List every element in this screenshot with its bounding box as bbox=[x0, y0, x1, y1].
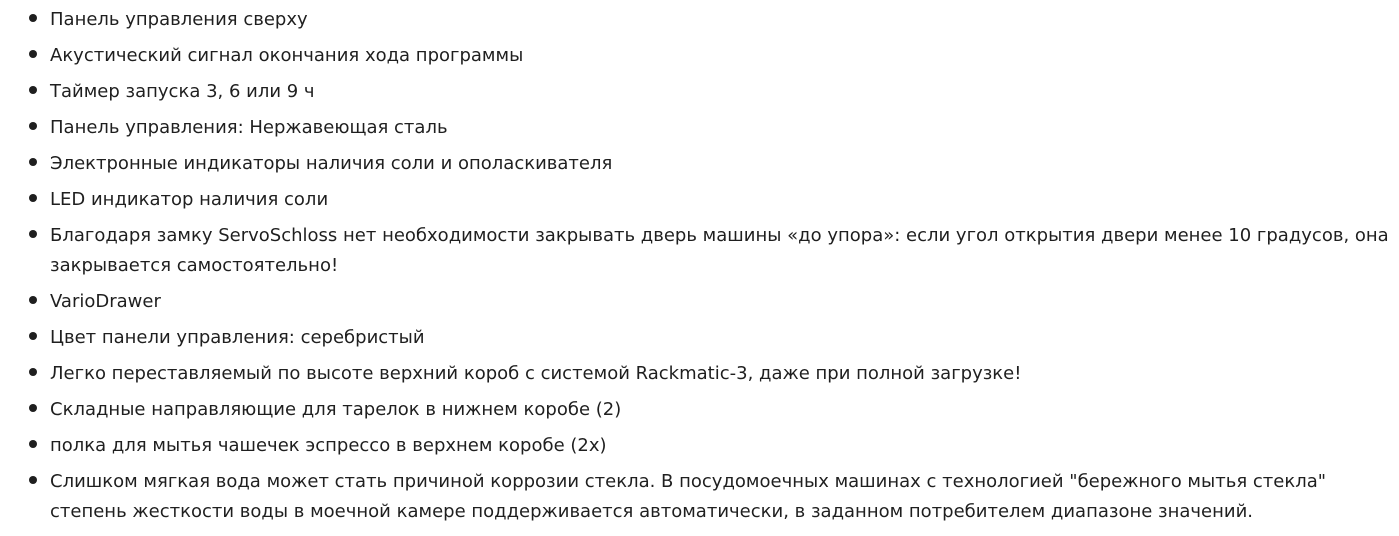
bullet-icon bbox=[29, 368, 37, 376]
bullet-icon bbox=[29, 230, 37, 238]
list-item-text: Слишком мягкая вода может стать причиной коррозии стекла. В посудомоечных машинах с технологией "бережного мытья стекла" степень жесткости воды в моечной камере поддерживается автоматически, в заданном потребителем диапазоне значений. bbox=[50, 471, 1327, 522]
list-item-text: Легко переставляемый по высоте верхний короб с системой Rackmatic-3, даже при полной загрузке! bbox=[50, 363, 1022, 384]
list-item-text: полка для мытья чашечек эспрессо в верхнем коробе (2x) bbox=[50, 435, 607, 456]
list-item-text: Таймер запуска 3, 6 или 9 ч bbox=[50, 81, 315, 102]
list-item bbox=[0, 113, 1399, 143]
list-item bbox=[0, 323, 1399, 353]
list-item bbox=[0, 77, 1399, 107]
list-item-text: VarioDrawer bbox=[50, 291, 161, 312]
list-item bbox=[0, 359, 1399, 389]
list-item-text: Складные направляющие для тарелок в нижнем коробе (2) bbox=[50, 399, 622, 420]
list-item-text: Панель управления: Нержавеющая сталь bbox=[50, 117, 448, 138]
bullet-icon bbox=[29, 332, 37, 340]
list-item-text: LED индикатор наличия соли bbox=[50, 189, 329, 210]
list-item-text: Цвет панели управления: серебристый bbox=[50, 327, 425, 348]
bullet-icon bbox=[29, 404, 37, 412]
bullet-icon bbox=[29, 158, 37, 166]
list-item bbox=[0, 431, 1399, 461]
list-item-text: Благодаря замку ServoSchloss нет необходимости закрывать дверь машины «до упора»: если угол открытия двери менее 10 градусов, она закрывается самостоятельно! bbox=[50, 225, 1389, 276]
list-item bbox=[0, 5, 1399, 35]
list-item bbox=[0, 221, 1399, 281]
bullet-icon bbox=[29, 476, 37, 484]
list-item-text: Электронные индикаторы наличия соли и ополаскивателя bbox=[50, 153, 613, 174]
list-item bbox=[0, 395, 1399, 425]
bullet-icon bbox=[29, 14, 37, 22]
list-item bbox=[0, 149, 1399, 179]
bullet-icon bbox=[29, 50, 37, 58]
bullet-icon bbox=[29, 86, 37, 94]
bullet-icon bbox=[29, 440, 37, 448]
bullet-icon bbox=[29, 194, 37, 202]
list-item bbox=[0, 41, 1399, 71]
bullet-icon bbox=[29, 122, 37, 130]
list-item-text: Акустический сигнал окончания хода программы bbox=[50, 45, 524, 66]
list-item-text: Панель управления сверху bbox=[50, 9, 308, 30]
feature-list bbox=[0, 5, 1399, 533]
list-item bbox=[0, 185, 1399, 215]
list-item bbox=[0, 287, 1399, 317]
bullet-icon bbox=[29, 296, 37, 304]
list-item bbox=[0, 467, 1399, 527]
